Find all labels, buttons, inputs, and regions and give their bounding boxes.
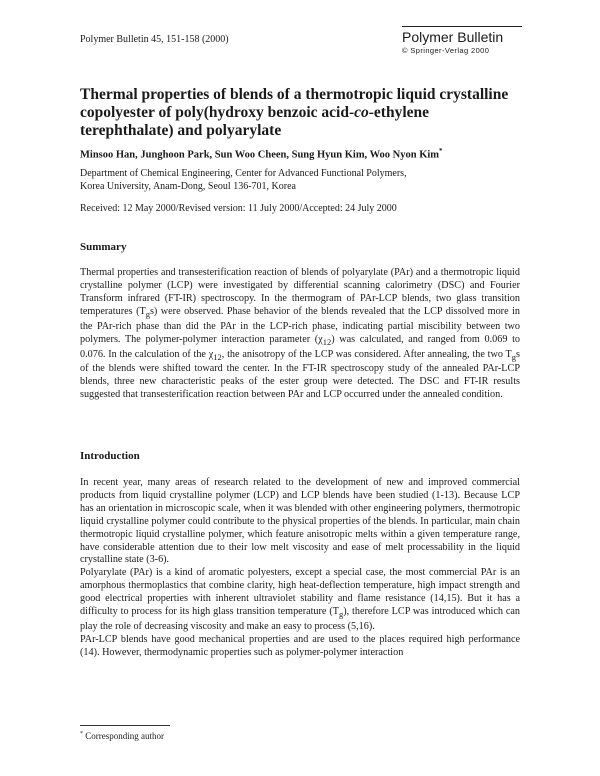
footnote-mark: * [80,731,83,737]
summary-text-4: , the anisotropy of the LCP was considered. After annealing, the two T [221,348,512,360]
title-italic-co: co [354,104,369,121]
summary-text-1: Thermal properties and transesterification reaction of blends of polyarylate (PAr) and a thermotropic liquid crystalline polymer (LCP) were investigated by differential scanning calorimetry (DSC) and Fourier Transform infrared (FT-IR) spectroscopy. In the thermogram of PAr-LCP blends, two glass transition temperatures (T [80,267,520,317]
corresponding-mark: * [439,147,443,155]
introduction-body [80,477,520,660]
authors-text: Minsoo Han, Junghoon Park, Sun Woo Cheen, Sung Hyun Kim, Woo Nyon Kim [80,149,440,161]
summary-sub-12a: 12 [322,336,332,347]
journal-reference: Polymer Bulletin 45, 151-158 (2000) [80,34,229,45]
summary-text-3: ) was calculated, and ranged from 0.069 to 0.076. In the calculation of the χ [80,333,520,360]
title-part-2: -ethylene terephthalate) and polyarylate [80,104,430,139]
summary-sub-g1: g [145,308,150,319]
affiliation [80,168,407,193]
intro-p2-text-a: Polyarylate (PAr) is a kind of aromatic polyesters, except a special case, the most commercial PAr is an amorphous thermoplastics that combine clarity, high heat-deflection temperature, high impact strength and good electrical properties with inherent ultraviolet stability and flame resistance (14,15). But it has a difficulty to process for its high glass transition temperature (T [80,567,520,618]
article-title [80,86,520,140]
footnote-divider [80,725,170,726]
intro-p2-text-b: ), therefore LCP was introduced which can play the role of decreasing viscosity and make an easy to process (5,16). [80,606,520,632]
summary-heading: Summary [80,241,127,253]
footnote [80,731,164,741]
summary-paragraph [80,267,520,402]
summary-sub-12b: 12 [213,351,222,362]
introduction-heading: Introduction [80,450,140,462]
affiliation-line-2: Korea University, Anam-Dong, Seoul 136-701, Korea [80,180,296,192]
intro-p2-sub-g: g [338,609,344,620]
publisher-line: © Springer-Verlag 2000 [402,46,490,55]
journal-masthead [402,26,522,55]
footnote-text: Corresponding author [85,731,164,741]
author-list [80,147,443,161]
received-dates: Received: 12 May 2000/Revised version: 11 July 2000/Accepted: 24 July 2000 [80,203,397,214]
intro-paragraph-3: PAr-LCP blends have good mechanical properties and are used to the places required high performance (14). However, thermodynamic properties such as polymer-polymer interaction [80,633,520,658]
intro-paragraph-2 [80,567,520,634]
summary-text-5: s of the blends were shifted toward the center. In the FT-IR spectroscopy study of the annealed PAr-LCP blends, three new characteristic peaks of the ester group were detected. The DSC and FT-IR results suggested that transesterification reaction between PAr and LCP occurred under the annealed condition. [80,348,521,401]
summary-text-2: s) were observed. Phase behavior of the blends revealed that the LCP dissolved more in the PAr-rich phase than did the PAr in the LCP-rich phase, indicating partial miscibility between two polymers. The polymer-polymer interaction parameter (χ [80,305,520,345]
intro-paragraph-1: In recent year, many areas of research related to the development of new and improved commercial products from liquid crystalline polymer (LCP) and LCP blends have been studied (1-13). Because LCP has an orientation in microscopic scale, when it was blended with other engineering polymers, thermotropic liquid crystalline polymer could contribute to the physical properties of the blends. In particular, main chain thermotropic liquid crystalline polymer, which feature anisotropic melts within a given temperature range, have considerable attention due to their low melt viscosity and ease of melt processability in the liquid crystalline state (3-6). [80,477,520,566]
summary-sub-g2: g [511,351,517,362]
title-part-1: Thermal properties of blends of a thermotropic liquid crystalline copolyester of poly(hydroxy benzoic acid- [80,86,509,121]
journal-name: Polymer Bulletin [402,29,504,45]
affiliation-line-1: Department of Chemical Engineering, Center for Advanced Functional Polymers, [80,168,407,179]
